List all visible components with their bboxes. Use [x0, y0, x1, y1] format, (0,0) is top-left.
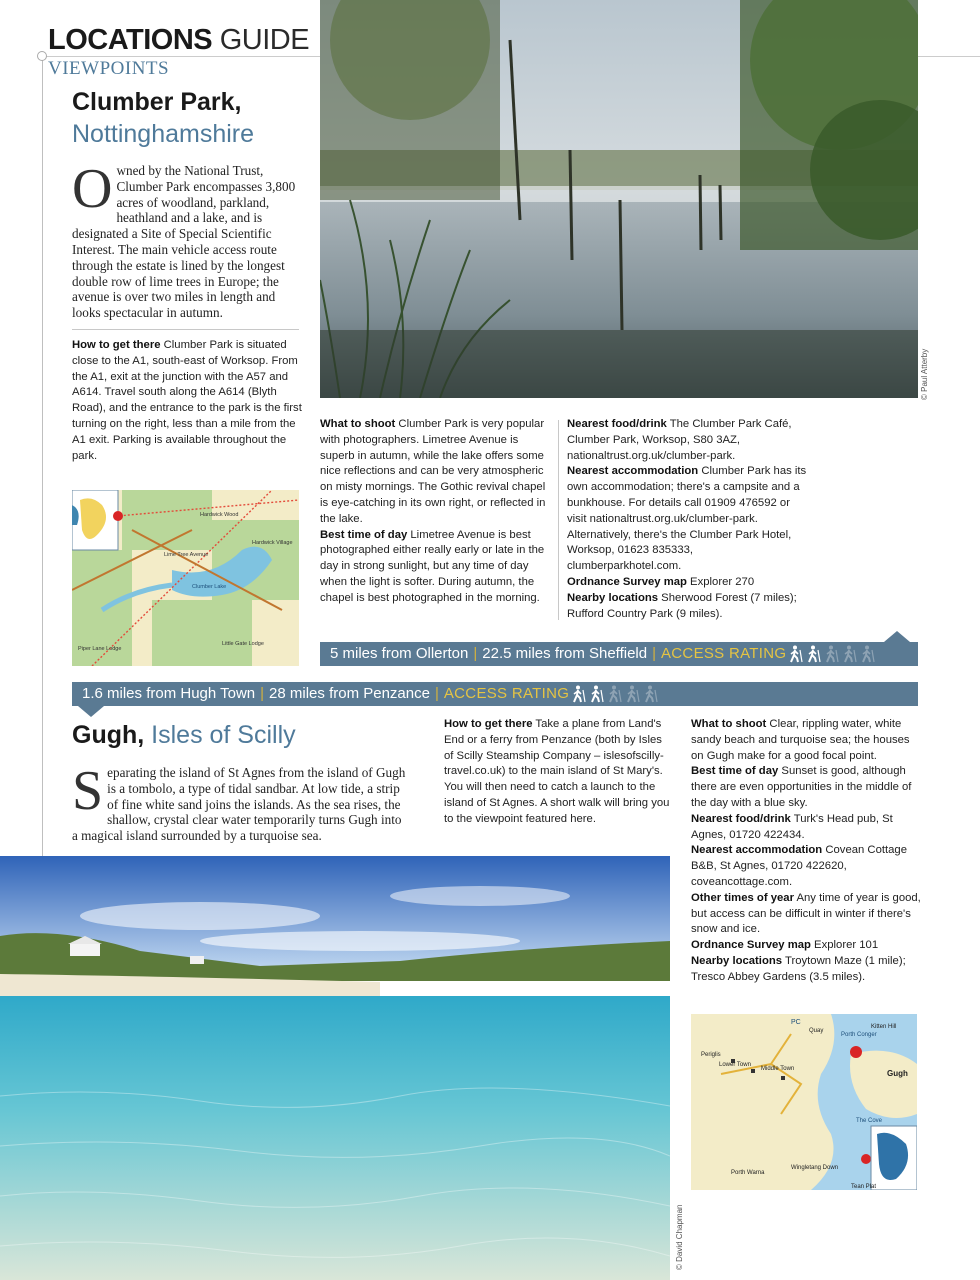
- clumber-food-label: Nearest food/drink: [567, 418, 667, 430]
- gugh-bar-sep-2: |: [434, 685, 439, 702]
- clumber-title: Clumber Park,: [72, 88, 242, 116]
- gugh-heading: [72, 721, 296, 750]
- gugh-photo-credit: © David Chapman: [675, 1204, 684, 1270]
- clumber-accom-label: Nearest accommodation: [567, 465, 699, 478]
- gugh-beach-illustration: [0, 856, 670, 1280]
- clumber-photo-credit: © Paul Atterby: [920, 348, 929, 400]
- gugh-intro: [72, 760, 407, 844]
- clumber-map-label-e: Piper Lane Lodge: [78, 646, 122, 652]
- gugh-title: Gugh,: [72, 721, 145, 749]
- gugh-subtitle: Isles of Scilly: [144, 721, 296, 749]
- gugh-map-label-j: Periglis: [701, 1052, 721, 1058]
- clumber-best-label: Best time of day: [320, 528, 408, 541]
- gugh-map-label-h: Porth Conger: [841, 1032, 877, 1038]
- gugh-rating-hikers: [569, 685, 659, 702]
- hiker-icon: [842, 645, 858, 663]
- hiker-icon: [860, 645, 876, 663]
- hiker-icon: [806, 645, 822, 663]
- clumber-map: [72, 490, 299, 666]
- clumber-lake-photo: [320, 0, 918, 398]
- hiker-icon: [643, 685, 659, 703]
- clumber-bar-notch: [884, 631, 910, 642]
- clumber-what-label: What to shoot: [320, 418, 396, 430]
- clumber-map-label-b: Hardwick Village: [252, 540, 293, 546]
- gugh-how-text: Take a plane from Land's End or a ferry from Penzance (both by Isles of Scilly Steamship Company – islesofscilly-travel.co.uk) to the main island of St Mary's. You will then need to catch a launch to the island of St Agnes. A short walk will bring you to the viewpoint featured here.: [444, 718, 670, 825]
- gugh-bar-notch: [78, 706, 104, 717]
- gugh-d2-num: 28: [269, 685, 286, 702]
- clumber-what-text: Clumber Park is very popular with photographers. Limetree Avenue is superb in autumn, while the lake offers some nice reflections and can be very atmospheric on misty mornings. The Gothic revival chapel is eye-catching in its own right, or reflected in the lake.: [320, 418, 546, 525]
- clumber-rating-label: ACCESS RATING: [661, 645, 787, 662]
- clumber-os-text: Explorer 270: [686, 575, 755, 588]
- clumber-column-1: [320, 417, 552, 607]
- gugh-dropcap: S: [72, 760, 104, 822]
- gugh-map-label-e: Lower Town: [719, 1062, 751, 1068]
- clumber-map-illustration: [72, 490, 299, 666]
- clumber-rating-hikers: [786, 645, 876, 662]
- gugh-map: [691, 1014, 917, 1190]
- gugh-column-2: [691, 717, 923, 986]
- clumber-nearby-label: Nearby locations: [567, 591, 659, 604]
- gugh-map-label-c: Middle Town: [761, 1066, 795, 1072]
- clumber-nearby-text: Sherwood Forest (7 miles); Rufford Country Park (9 miles).: [567, 591, 797, 620]
- gugh-what-label: What to shoot: [691, 718, 767, 730]
- gugh-os-text: Explorer 101: [810, 939, 879, 952]
- gugh-map-label-b: Kitten Hill: [871, 1024, 897, 1030]
- clumber-subtitle: Nottinghamshire: [72, 120, 255, 148]
- clumber-food-text: The Clumber Park Café, Clumber Park, Worksop, S80 3AZ, nationaltrust.org.uk/clumber-park.: [567, 418, 792, 462]
- clumber-d2-num: 22.5: [482, 645, 512, 662]
- clumber-how-to-get-there: [72, 338, 302, 464]
- clumber-photo-credit-wrap: [916, 340, 932, 400]
- hiker-icon: [625, 685, 641, 703]
- gugh-accom-label: Nearest accommodation: [691, 844, 823, 857]
- hiker-icon: [788, 645, 804, 663]
- gugh-d1-num: 1.6: [82, 685, 103, 702]
- clumber-d1-num: 5: [330, 645, 339, 662]
- gugh-bar-sep-1: |: [260, 685, 265, 702]
- clumber-column-rule: [558, 420, 559, 620]
- clumber-best-text: Limetree Avenue is best photographed either really early or late in the day in strong sunlight, but any time of day when the light is softer. During autumn, the chapel is best photographed in the morning.: [320, 528, 545, 604]
- gugh-map-illustration: [691, 1014, 917, 1190]
- rule-ornament: [37, 51, 47, 61]
- hiker-icon: [607, 685, 623, 703]
- gugh-map-label-g: Wingletang Down: [791, 1165, 839, 1171]
- clumber-map-label-c: Lime Tree Avenue: [164, 552, 209, 558]
- clumber-os-label: Ordnance Survey map: [567, 575, 687, 588]
- clumber-dropcap: O: [72, 158, 113, 220]
- gugh-nearby-text: Troytown Maze (1 mile); Tresco Abbey Gardens (3.5 miles).: [691, 954, 906, 983]
- left-rule: [42, 52, 43, 857]
- hiker-icon: [824, 645, 840, 663]
- header-subtitle: VIEWPOINTS: [48, 58, 170, 79]
- gugh-food-text: Turk's Head pub, St Agnes, 01720 422434.: [691, 812, 893, 841]
- hiker-icon: [589, 685, 605, 703]
- section-header: [48, 22, 309, 58]
- clumber-d1-text: miles from Ollerton: [338, 645, 469, 662]
- gugh-nearby-label: Nearby locations: [691, 954, 783, 967]
- clumber-how-text: Clumber Park is situated close to the A1, south-east of Worksop. From the A1, exit at the junction with the A57 and A614. Travel south along the A614 (Blyth Road), and the entrance to the park is the first turning on the right, less than a mile from the A1 exit. Parking is available throughout the park.: [72, 339, 302, 462]
- top-rule: [42, 56, 320, 57]
- clumber-intro: [72, 158, 300, 321]
- header-title-bold: LOCATIONS: [48, 24, 213, 56]
- gugh-photo-credit-wrap: [673, 1190, 687, 1270]
- gugh-map-label-d: Gugh: [887, 1069, 908, 1078]
- gugh-food-label: Nearest food/drink: [691, 812, 791, 825]
- clumber-divider: [72, 329, 299, 330]
- hiker-icon: [571, 685, 587, 703]
- gugh-d2-text: miles from Penzance: [285, 685, 430, 702]
- clumber-column-2: [567, 417, 807, 622]
- gugh-map-label-k: Tean Plat: [851, 1184, 877, 1190]
- clumber-map-label-a: Hardwick Wood: [200, 512, 239, 518]
- gugh-what-text: Clear, rippling water, white sandy beach and turquoise sea; the houses on Gugh make for a good focal point.: [691, 718, 910, 762]
- gugh-intro-text: eparating the island of St Agnes from the island of Gugh is a tombolo, a type of tidal sandbar. At low tide, a strip of fine white sand joins the islands. As the sea rises, the shallow, crystal clear water temporarily turns Gugh into a magical island surrounded by a turquoise sea.: [72, 765, 406, 844]
- clumber-intro-text: wned by the National Trust, Clumber Park encompasses 3,800 acres of woodland, parkland, heathland and a lake, and is designated a Site of Special Scientific Interest. The main vehicle access route through the estate is lined by the longest double row of lime trees in Europe; the avenue is over two miles in length and looks spectacular in autumn.: [72, 163, 296, 321]
- gugh-how-label: How to get there: [444, 718, 533, 730]
- clumber-bar-sep-2: |: [652, 645, 656, 662]
- clumber-d2-text: miles from Sheffield: [511, 645, 648, 662]
- gugh-d1-text: miles from Hugh Town: [102, 685, 256, 702]
- gugh-column-1: [444, 717, 672, 828]
- gugh-map-label-a: Quay: [809, 1028, 824, 1034]
- gugh-best-text: Sunset is good, although there are even opportunities in the middle of the day with a blue sky.: [691, 765, 912, 809]
- gugh-best-label: Best time of day: [691, 765, 779, 778]
- gugh-map-label-l: PC: [791, 1019, 801, 1026]
- gugh-distance-bar: [72, 682, 918, 706]
- gugh-rating-label: ACCESS RATING: [443, 685, 570, 702]
- gugh-other-text: Any time of year is good, but access can be difficult in winter if there's snow and ice.: [691, 891, 921, 936]
- clumber-how-label: How to get there: [72, 339, 161, 351]
- gugh-map-label-f: Porth Warna: [731, 1170, 765, 1176]
- gugh-accom-text: Covean Cottage B&B, St Agnes, 01720 422620, coveancottage.com.: [691, 844, 908, 888]
- top-rule-right: [918, 56, 980, 57]
- clumber-map-label-f: Little Gate Lodge: [222, 641, 264, 647]
- header-title-thin: GUIDE: [219, 24, 310, 56]
- clumber-lake-illustration: [320, 0, 918, 398]
- clumber-map-label-d: Clumber Lake: [192, 584, 227, 590]
- clumber-accom-text: Clumber Park has its own accommodation; there's a campsite and a bunkhouse. For details call 01909 476592 or visit nationaltrust.org.uk/clumber-park. Alternatively, there's the Clumber Park Hotel, Worksop, 01623 835333, clumberparkhotel.com.: [567, 465, 807, 573]
- clumber-bar-sep-1: |: [473, 645, 478, 662]
- gugh-other-label: Other times of year: [691, 891, 794, 904]
- gugh-beach-photo: [0, 856, 670, 1280]
- clumber-distance-bar: [320, 642, 918, 666]
- gugh-map-label-i: The Cove: [856, 1118, 883, 1124]
- gugh-os-label: Ordnance Survey map: [691, 939, 811, 952]
